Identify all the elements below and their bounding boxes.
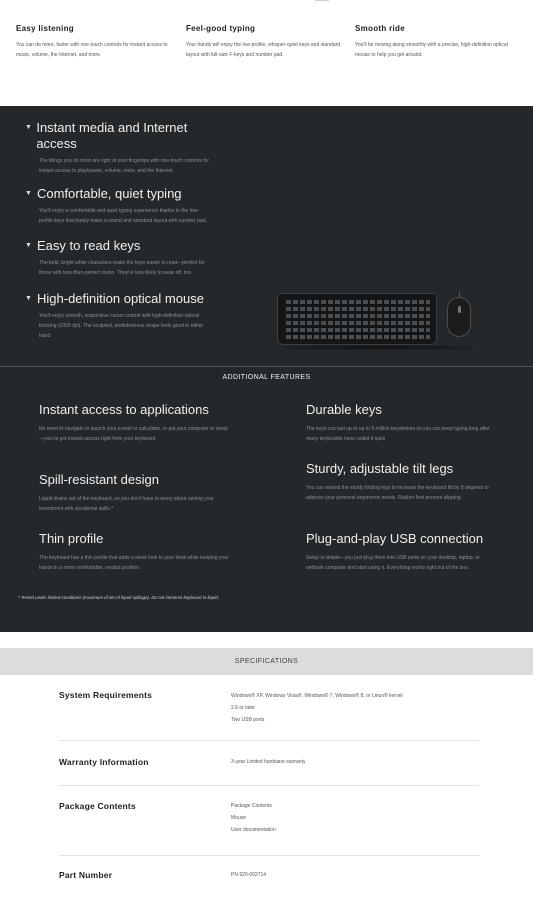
feature-smooth-ride — [355, 24, 515, 60]
highlight-title[interactable]: Easy to read keys — [37, 238, 141, 253]
spec-values — [231, 756, 451, 768]
spec-name: Package Contents — [59, 801, 136, 811]
additional-feature-title: Spill-resistant design — [39, 472, 159, 487]
highlight-text: The things you do most are right at your fingertips with one-touch controls for instant access to play/pause, volume, mute, and the Internet. — [39, 158, 210, 174]
additional-features-heading: ADDITIONAL FEATURES — [222, 374, 311, 381]
section-divider — [0, 366, 533, 367]
additional-feature-title: Plug-and-play USB connection — [306, 531, 484, 546]
spec-value: User documentation — [231, 827, 276, 833]
feature-easy-listening — [16, 24, 176, 60]
feature-title: Smooth ride — [355, 24, 405, 33]
feature-title: Feel-good typing — [186, 24, 256, 33]
spec-value: Package Contents — [231, 803, 272, 809]
additional-feature-text: Liquid drains out of the keyboard, so you don't have to worry about ruining your investment with accidental spills.* — [39, 496, 214, 512]
additional-feature-thin-profile — [39, 531, 229, 573]
highlight-media-access[interactable] — [25, 120, 215, 176]
additional-feature-title: Sturdy, adjustable tilt legs — [306, 461, 454, 476]
additional-feature-usb-connection — [306, 531, 496, 573]
additional-feature-text: You can extend the sturdy folding legs to increase the keyboard tilt by 8 degrees to address your personal ergonomic needs. Rubber feet prevent slipping. — [306, 485, 489, 501]
additional-feature-tilt-legs — [306, 461, 496, 503]
spec-value: PN 920-002714 — [231, 872, 267, 878]
additional-feature-text: No need to navigate to launch your e-mail or calculator, or put your computer to sleep—you've got instant access right from your keyboard. — [39, 426, 228, 442]
spec-divider — [59, 740, 479, 741]
highlight-optical-mouse[interactable] — [25, 291, 215, 341]
spec-name: System Requirements — [59, 690, 153, 700]
additional-feature-spill-resistant — [39, 472, 229, 514]
scroll-indicator — [315, 0, 329, 1]
caret-down-icon[interactable]: ▼ — [25, 295, 32, 302]
spec-values — [231, 800, 451, 836]
spec-value: Two USB ports — [231, 717, 265, 723]
highlight-title[interactable]: Instant media and Internet access — [36, 120, 188, 151]
highlights-section — [0, 106, 533, 632]
additional-feature-text: The keys can last up to up to 5 million keystrokes so you can keep typing long after many keyboards have called it quits — [306, 426, 490, 442]
feature-title: Easy listening — [16, 24, 74, 33]
highlight-quiet-typing[interactable] — [25, 186, 215, 226]
footnote: * Tested under limited conditions (maximum of 60 ml liquid spillage). Do not immerse keyboard in liquid. — [18, 595, 219, 600]
spec-values — [231, 869, 451, 881]
spec-name: Warranty Information — [59, 757, 149, 767]
caret-down-icon[interactable]: ▼ — [25, 190, 32, 197]
spec-value: 3-year Limited hardware warranty — [231, 759, 306, 765]
spec-divider — [59, 785, 479, 786]
highlight-text: You'll enjoy a comfortable and quiet typing experience thanks to the low-profile keys that barely make a sound and standard layout with number pad. — [39, 208, 207, 224]
specifications-heading: SPECIFICATIONS — [0, 648, 533, 675]
spec-name: Part Number — [59, 870, 113, 880]
keyboard-image — [277, 293, 437, 345]
spec-divider — [59, 855, 479, 856]
highlight-text: You'll enjoy smooth, responsive cursor control with high-definition optical tracking (1000 dpi). The sculpted, ambidextrous shape feels good in either hand. — [39, 313, 204, 339]
additional-feature-title: Instant access to applications — [39, 402, 209, 417]
feature-feel-good-typing — [186, 24, 346, 60]
additional-feature-text: The keyboard has a thin profile that adds a sleek look to your desk while keeping your hands in a more comfortable, neutral position. — [39, 555, 229, 571]
feature-text: Your hands will enjoy the low-profile, whisper-quiet keys and standard layout with full-size F-keys and number pad. — [186, 42, 341, 58]
additional-feature-title: Durable keys — [306, 402, 382, 417]
mouse-image — [447, 297, 471, 337]
spec-value: 2.6 or later — [231, 705, 255, 711]
feature-summary — [0, 0, 533, 106]
highlight-text: The bold, bright white characters make the keys easier to read—perfect for those with less-than-perfect vision. They're less likely to wear off, too. — [39, 260, 205, 276]
caret-down-icon[interactable]: ▼ — [25, 124, 32, 131]
keyboard-and-mouse-image — [277, 293, 477, 348]
caret-down-icon[interactable]: ▼ — [25, 242, 32, 249]
highlight-title[interactable]: High-definition optical mouse — [37, 291, 204, 306]
additional-feature-instant-access — [39, 402, 229, 444]
highlight-easy-keys[interactable] — [25, 238, 215, 278]
feature-text: You'll be moving along smoothly with a precise, high-definition optical mouse to help you get around. — [355, 42, 508, 58]
feature-text: You can do more, faster with one-touch controls for instant access to music, volume, the Internet, and more. — [16, 42, 168, 58]
spec-values — [231, 690, 451, 726]
spec-value: Windows® XP, Windows Vista®, Windows® 7, Windows® 8, or Linux® kernel — [231, 693, 403, 699]
additional-feature-durable-keys — [306, 402, 496, 444]
highlight-title[interactable]: Comfortable, quiet typing — [37, 186, 182, 201]
spec-value: Mouse — [231, 815, 247, 821]
additional-feature-text: Setup is simple—you just plug them into USB ports on your desktop, laptop, or netbook computer and start using it. Everything works right out of the box. — [306, 555, 480, 571]
additional-feature-title: Thin profile — [39, 531, 104, 546]
